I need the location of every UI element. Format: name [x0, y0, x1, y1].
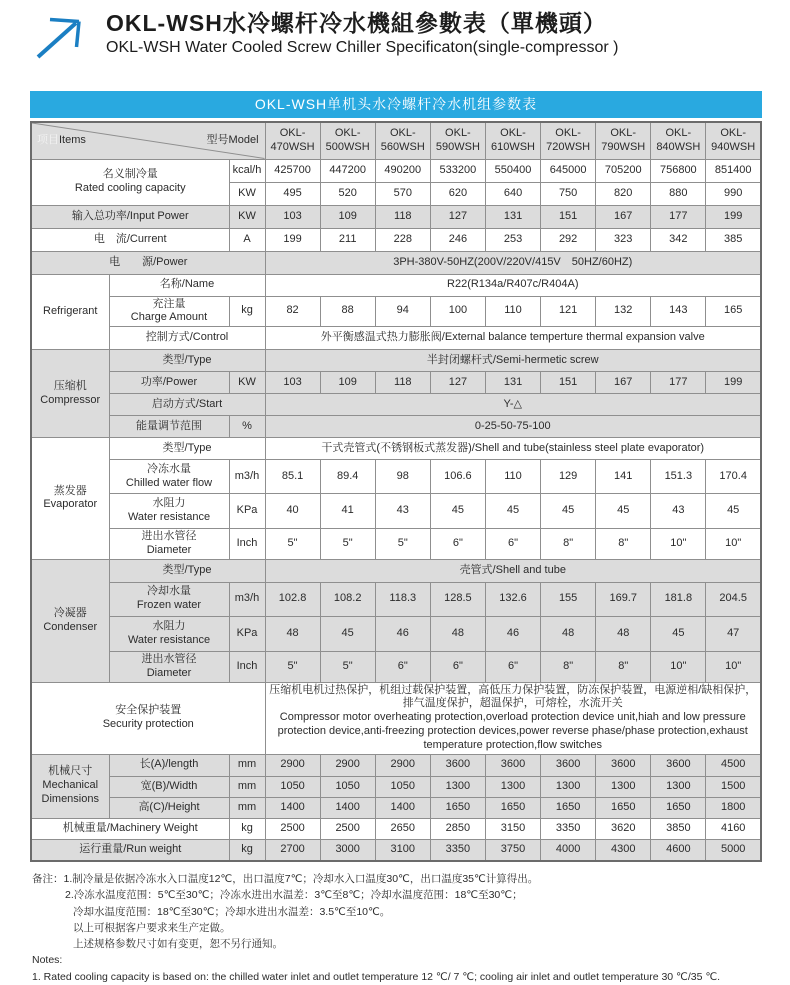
table-row: [31, 651, 761, 682]
value-cell: 385: [706, 228, 761, 251]
merged-value: 壳管式/Shell and tube: [265, 559, 761, 582]
unit-label: A: [229, 228, 265, 251]
value-cell: 4160: [706, 818, 761, 839]
spec-table: [30, 121, 762, 862]
value-cell: 6": [430, 529, 485, 560]
unit-label: KW: [229, 205, 265, 228]
value-cell: 170.4: [706, 460, 761, 494]
value-cell: 550400: [485, 159, 540, 182]
table-row: [31, 394, 761, 416]
table-row: [31, 228, 761, 251]
value-cell: 177: [651, 372, 706, 394]
value-cell: 1400: [265, 797, 320, 818]
row-label: 进出水管径 Diameter: [109, 529, 229, 560]
value-cell: 533200: [430, 159, 485, 182]
value-cell: 228: [375, 228, 430, 251]
table-row: [31, 251, 761, 274]
value-cell: 48: [430, 616, 485, 651]
value-cell: 570: [375, 182, 430, 205]
unit-label: KPa: [229, 616, 265, 651]
value-cell: 10": [706, 651, 761, 682]
items-model-header-cell: [31, 122, 265, 159]
value-cell: 121: [541, 296, 596, 327]
table-row: [31, 776, 761, 797]
model-header: OKL- 560WSH: [375, 122, 430, 159]
row-label: 运行重量/Run weight: [31, 839, 229, 861]
value-cell: 40: [265, 494, 320, 529]
value-cell: 10": [651, 651, 706, 682]
spec-table-body: [31, 159, 761, 861]
row-label: 进出水管径 Diameter: [109, 651, 229, 682]
value-cell: 102.8: [265, 582, 320, 616]
row-label: 能量调节范围: [109, 416, 229, 438]
value-cell: 1650: [541, 797, 596, 818]
value-cell: 990: [706, 182, 761, 205]
value-cell: 2500: [320, 818, 375, 839]
value-cell: 181.8: [651, 582, 706, 616]
merged-value: 半封闭螺杆式/Semi-hermetic screw: [265, 350, 761, 372]
value-cell: 3350: [430, 839, 485, 861]
row-label: 水阻力 Water resistance: [109, 494, 229, 529]
value-cell: 155: [541, 582, 596, 616]
value-cell: 5": [375, 529, 430, 560]
value-cell: 756800: [651, 159, 706, 182]
row-label: 名称/Name: [109, 274, 265, 296]
value-cell: 10": [651, 529, 706, 560]
table-row: [31, 529, 761, 560]
unit-label: %: [229, 416, 265, 438]
value-cell: 447200: [320, 159, 375, 182]
value-cell: 1650: [596, 797, 651, 818]
row-label: 电 流/Current: [31, 228, 229, 251]
value-cell: 705200: [596, 159, 651, 182]
items-label: 项目Items: [37, 133, 86, 146]
value-cell: 1050: [265, 776, 320, 797]
value-cell: 3000: [320, 839, 375, 861]
row-label: 名义制冷量 Rated cooling capacity: [31, 159, 229, 205]
unit-label: Inch: [229, 651, 265, 682]
table-row: [31, 797, 761, 818]
value-cell: 3620: [596, 818, 651, 839]
value-cell: 520: [320, 182, 375, 205]
value-cell: 5": [265, 651, 320, 682]
unit-label: KW: [229, 182, 265, 205]
page-title-zh: OKL-WSH水冷螺杆冷水機組參數表（單機頭）: [106, 10, 607, 36]
table-row: [31, 274, 761, 296]
page-title-en: OKL-WSH Water Cooled Screw Chiller Specificaton(single-compressor ): [106, 39, 619, 57]
value-cell: 1650: [430, 797, 485, 818]
row-label: 水阻力 Water resistance: [109, 616, 229, 651]
value-cell: 292: [541, 228, 596, 251]
value-cell: 1650: [651, 797, 706, 818]
value-cell: 6": [375, 651, 430, 682]
merged-value: 3PH-380V-50HZ(200V/220V/415V 50HZ/60HZ): [265, 251, 761, 274]
value-cell: 48: [265, 616, 320, 651]
value-cell: 2500: [265, 818, 320, 839]
value-cell: 132: [596, 296, 651, 327]
value-cell: 246: [430, 228, 485, 251]
value-cell: 4300: [596, 839, 651, 861]
value-cell: 1300: [485, 776, 540, 797]
value-cell: 2900: [375, 754, 430, 776]
value-cell: 2700: [265, 839, 320, 861]
model-header: OKL- 840WSH: [651, 122, 706, 159]
value-cell: 8": [596, 529, 651, 560]
value-cell: 750: [541, 182, 596, 205]
table-header-row: [31, 122, 761, 159]
value-cell: 199: [265, 228, 320, 251]
value-cell: 3750: [485, 839, 540, 861]
value-cell: 103: [265, 372, 320, 394]
value-cell: 131: [485, 372, 540, 394]
table-row: [31, 460, 761, 494]
row-label: 冷冻水量 Chilled water flow: [109, 460, 229, 494]
table-row: [31, 582, 761, 616]
value-cell: 3600: [541, 754, 596, 776]
table-row: [31, 350, 761, 372]
unit-label: Inch: [229, 529, 265, 560]
value-cell: 106.6: [430, 460, 485, 494]
value-cell: 45: [651, 616, 706, 651]
value-cell: 1300: [596, 776, 651, 797]
group-label: Refrigerant: [31, 274, 109, 350]
value-cell: 342: [651, 228, 706, 251]
value-cell: 118: [375, 372, 430, 394]
value-cell: 88: [320, 296, 375, 327]
table-row: [31, 205, 761, 228]
row-label: 类型/Type: [109, 559, 265, 582]
value-cell: 620: [430, 182, 485, 205]
value-cell: 5": [320, 651, 375, 682]
value-cell: 151.3: [651, 460, 706, 494]
value-cell: 167: [596, 205, 651, 228]
table-row: [31, 296, 761, 327]
value-cell: 5000: [706, 839, 761, 861]
value-cell: 48: [596, 616, 651, 651]
value-cell: 108.2: [320, 582, 375, 616]
value-cell: 47: [706, 616, 761, 651]
value-cell: 253: [485, 228, 540, 251]
value-cell: 8": [541, 529, 596, 560]
value-cell: 5": [265, 529, 320, 560]
merged-value: 外平衡感温式热力膨胀阀/External balance temperture thermal expansion valve: [265, 327, 761, 350]
unit-label: m3/h: [229, 582, 265, 616]
brand-arrow-icon: [30, 12, 90, 60]
value-cell: 1300: [541, 776, 596, 797]
value-cell: 110: [485, 460, 540, 494]
table-row: [31, 818, 761, 839]
value-cell: 129: [541, 460, 596, 494]
value-cell: 45: [430, 494, 485, 529]
value-cell: 199: [706, 372, 761, 394]
value-cell: 5": [320, 529, 375, 560]
value-cell: 1650: [485, 797, 540, 818]
row-label: 控制方式/Control: [109, 327, 265, 350]
table-row: [31, 159, 761, 182]
group-label: 压缩机 Compressor: [31, 350, 109, 438]
note-line: 以上可根据客户要求来生产定做。: [73, 921, 231, 934]
unit-label: kg: [229, 839, 265, 861]
value-cell: 211: [320, 228, 375, 251]
titles: [106, 10, 618, 57]
value-cell: 48: [541, 616, 596, 651]
value-cell: 4500: [706, 754, 761, 776]
value-cell: 640: [485, 182, 540, 205]
note-line: 1. Rated cooling capacity is based on: the chilled water inlet and outlet temperature 12 ℃/ 7 ℃; cooling air inlet and outlet temperature 30 ℃/35 ℃.: [32, 970, 721, 983]
value-cell: 820: [596, 182, 651, 205]
value-cell: 4000: [541, 839, 596, 861]
unit-label: KW: [229, 372, 265, 394]
value-cell: 199: [706, 205, 761, 228]
value-cell: 1300: [430, 776, 485, 797]
value-cell: 490200: [375, 159, 430, 182]
value-cell: 45: [541, 494, 596, 529]
value-cell: 3350: [541, 818, 596, 839]
unit-label: m3/h: [229, 460, 265, 494]
value-cell: 1050: [375, 776, 430, 797]
value-cell: 43: [651, 494, 706, 529]
value-cell: 2900: [320, 754, 375, 776]
row-label: 启动方式/Start: [109, 394, 265, 416]
unit-label: KPa: [229, 494, 265, 529]
value-cell: 851400: [706, 159, 761, 182]
value-cell: 128.5: [430, 582, 485, 616]
value-cell: 100: [430, 296, 485, 327]
value-cell: 3100: [375, 839, 430, 861]
note-line: 2.冷冻水温度范围：5℃至30℃；冷冻水进出水温差：3℃至8℃；冷却水温度范围：18℃至30℃；: [65, 889, 523, 902]
row-label: 长(A)/length: [109, 754, 229, 776]
table-banner: OKL-WSH单机头水冷螺杆冷水机组参数表: [30, 91, 762, 118]
value-cell: 151: [541, 205, 596, 228]
value-cell: 45: [596, 494, 651, 529]
value-cell: 4600: [651, 839, 706, 861]
title-block: [30, 10, 762, 60]
row-label: 安全保护装置 Security protection: [31, 682, 265, 754]
table-row: [31, 327, 761, 350]
value-cell: 177: [651, 205, 706, 228]
value-cell: 89.4: [320, 460, 375, 494]
value-cell: 118: [375, 205, 430, 228]
value-cell: 1500: [706, 776, 761, 797]
value-cell: 1800: [706, 797, 761, 818]
row-label: 类型/Type: [109, 438, 265, 460]
value-cell: 43: [375, 494, 430, 529]
value-cell: 2650: [375, 818, 430, 839]
row-label: 高(C)/Height: [109, 797, 229, 818]
value-cell: 118.3: [375, 582, 430, 616]
notes: [32, 871, 777, 985]
unit-label: kg: [229, 296, 265, 327]
table-row: [31, 616, 761, 651]
model-header: OKL- 610WSH: [485, 122, 540, 159]
value-cell: 141: [596, 460, 651, 494]
value-cell: 45: [320, 616, 375, 651]
value-cell: 3850: [651, 818, 706, 839]
value-cell: 3600: [430, 754, 485, 776]
table-row: [31, 839, 761, 861]
value-cell: 8": [541, 651, 596, 682]
unit-label: kcal/h: [229, 159, 265, 182]
value-cell: 6": [485, 651, 540, 682]
value-cell: 45: [485, 494, 540, 529]
value-cell: 94: [375, 296, 430, 327]
group-label: 机械尺寸 Mechanical Dimensions: [31, 754, 109, 818]
table-row: [31, 494, 761, 529]
value-cell: 98: [375, 460, 430, 494]
value-cell: 2900: [265, 754, 320, 776]
value-cell: 109: [320, 205, 375, 228]
note-line: 上述规格参数尺寸如有变更，恕不另行通知。: [73, 938, 283, 951]
value-cell: 1400: [320, 797, 375, 818]
table-row: [31, 559, 761, 582]
value-cell: 3150: [485, 818, 540, 839]
table-row: [31, 416, 761, 438]
table-row: [31, 372, 761, 394]
note-line: 冷却水温度范围：18℃至30℃；冷却水进出水温差：3.5℃至10℃。: [73, 905, 391, 918]
value-cell: 10": [706, 529, 761, 560]
value-cell: 323: [596, 228, 651, 251]
row-label: 电 源/Power: [31, 251, 265, 274]
value-cell: 3600: [651, 754, 706, 776]
row-label: 宽(B)/Width: [109, 776, 229, 797]
unit-label: mm: [229, 776, 265, 797]
protection-text: 压缩机电机过热保护，机组过载保护装置，高低压力保护装置，防冻保护装置，电源逆相/缺相保护，排气温度保护，超温保护，可熔栓，水流开关 Compressor motor overheating protection,overload protection device unit,hiah and low pressure protection device,anti-freezing protection devices,power reverse phase/phase protection,exhaust temperature protection,flow switches: [265, 682, 761, 754]
merged-value: 干式壳管式(不锈钢板式蒸发器)/Shell and tube(stainless steel plate evaporator): [265, 438, 761, 460]
group-label: 冷凝器 Condenser: [31, 559, 109, 682]
value-cell: 204.5: [706, 582, 761, 616]
group-label: 蒸发器 Evaporator: [31, 438, 109, 560]
row-label: 输入总功率/Input Power: [31, 205, 229, 228]
value-cell: 132.6: [485, 582, 540, 616]
value-cell: 45: [706, 494, 761, 529]
value-cell: 6": [430, 651, 485, 682]
value-cell: 167: [596, 372, 651, 394]
value-cell: 165: [706, 296, 761, 327]
unit-label: mm: [229, 754, 265, 776]
value-cell: 169.7: [596, 582, 651, 616]
merged-value: Y-△: [265, 394, 761, 416]
value-cell: 6": [485, 529, 540, 560]
value-cell: 645000: [541, 159, 596, 182]
value-cell: 1300: [651, 776, 706, 797]
merged-value: 0-25-50-75-100: [265, 416, 761, 438]
model-header: OKL- 790WSH: [596, 122, 651, 159]
table-row: [31, 438, 761, 460]
value-cell: 131: [485, 205, 540, 228]
value-cell: 2850: [430, 818, 485, 839]
model-header: OKL- 940WSH: [706, 122, 761, 159]
row-label: 功率/Power: [109, 372, 229, 394]
value-cell: 109: [320, 372, 375, 394]
row-label: 类型/Type: [109, 350, 265, 372]
value-cell: 3600: [596, 754, 651, 776]
value-cell: 103: [265, 205, 320, 228]
value-cell: 425700: [265, 159, 320, 182]
model-header: OKL- 720WSH: [541, 122, 596, 159]
model-header: OKL- 470WSH: [265, 122, 320, 159]
row-label: 充注量 Charge Amount: [109, 296, 229, 327]
value-cell: 41: [320, 494, 375, 529]
value-cell: 495: [265, 182, 320, 205]
row-label: 冷却水量 Frozen water: [109, 582, 229, 616]
value-cell: 127: [430, 205, 485, 228]
model-header: OKL- 500WSH: [320, 122, 375, 159]
value-cell: 151: [541, 372, 596, 394]
value-cell: 8": [596, 651, 651, 682]
model-header: OKL- 590WSH: [430, 122, 485, 159]
table-row: [31, 682, 761, 754]
value-cell: 880: [651, 182, 706, 205]
value-cell: 82: [265, 296, 320, 327]
note-line: 备注：1.制冷量是依据冷冻水入口温度12℃，出口温度7℃；冷却水入口温度30℃，出口温度35℃计算得出。: [32, 873, 539, 885]
note-line: Notes:: [32, 954, 63, 967]
value-cell: 1050: [320, 776, 375, 797]
unit-label: mm: [229, 797, 265, 818]
table-row: [31, 754, 761, 776]
value-cell: 143: [651, 296, 706, 327]
value-cell: 1400: [375, 797, 430, 818]
model-label: 型号Model: [206, 133, 259, 146]
merged-value: R22(R134a/R407c/R404A): [265, 274, 761, 296]
row-label: 机械重量/Machinery Weight: [31, 818, 229, 839]
unit-label: kg: [229, 818, 265, 839]
value-cell: 127: [430, 372, 485, 394]
value-cell: 110: [485, 296, 540, 327]
value-cell: 46: [485, 616, 540, 651]
value-cell: 46: [375, 616, 430, 651]
value-cell: 3600: [485, 754, 540, 776]
value-cell: 85.1: [265, 460, 320, 494]
